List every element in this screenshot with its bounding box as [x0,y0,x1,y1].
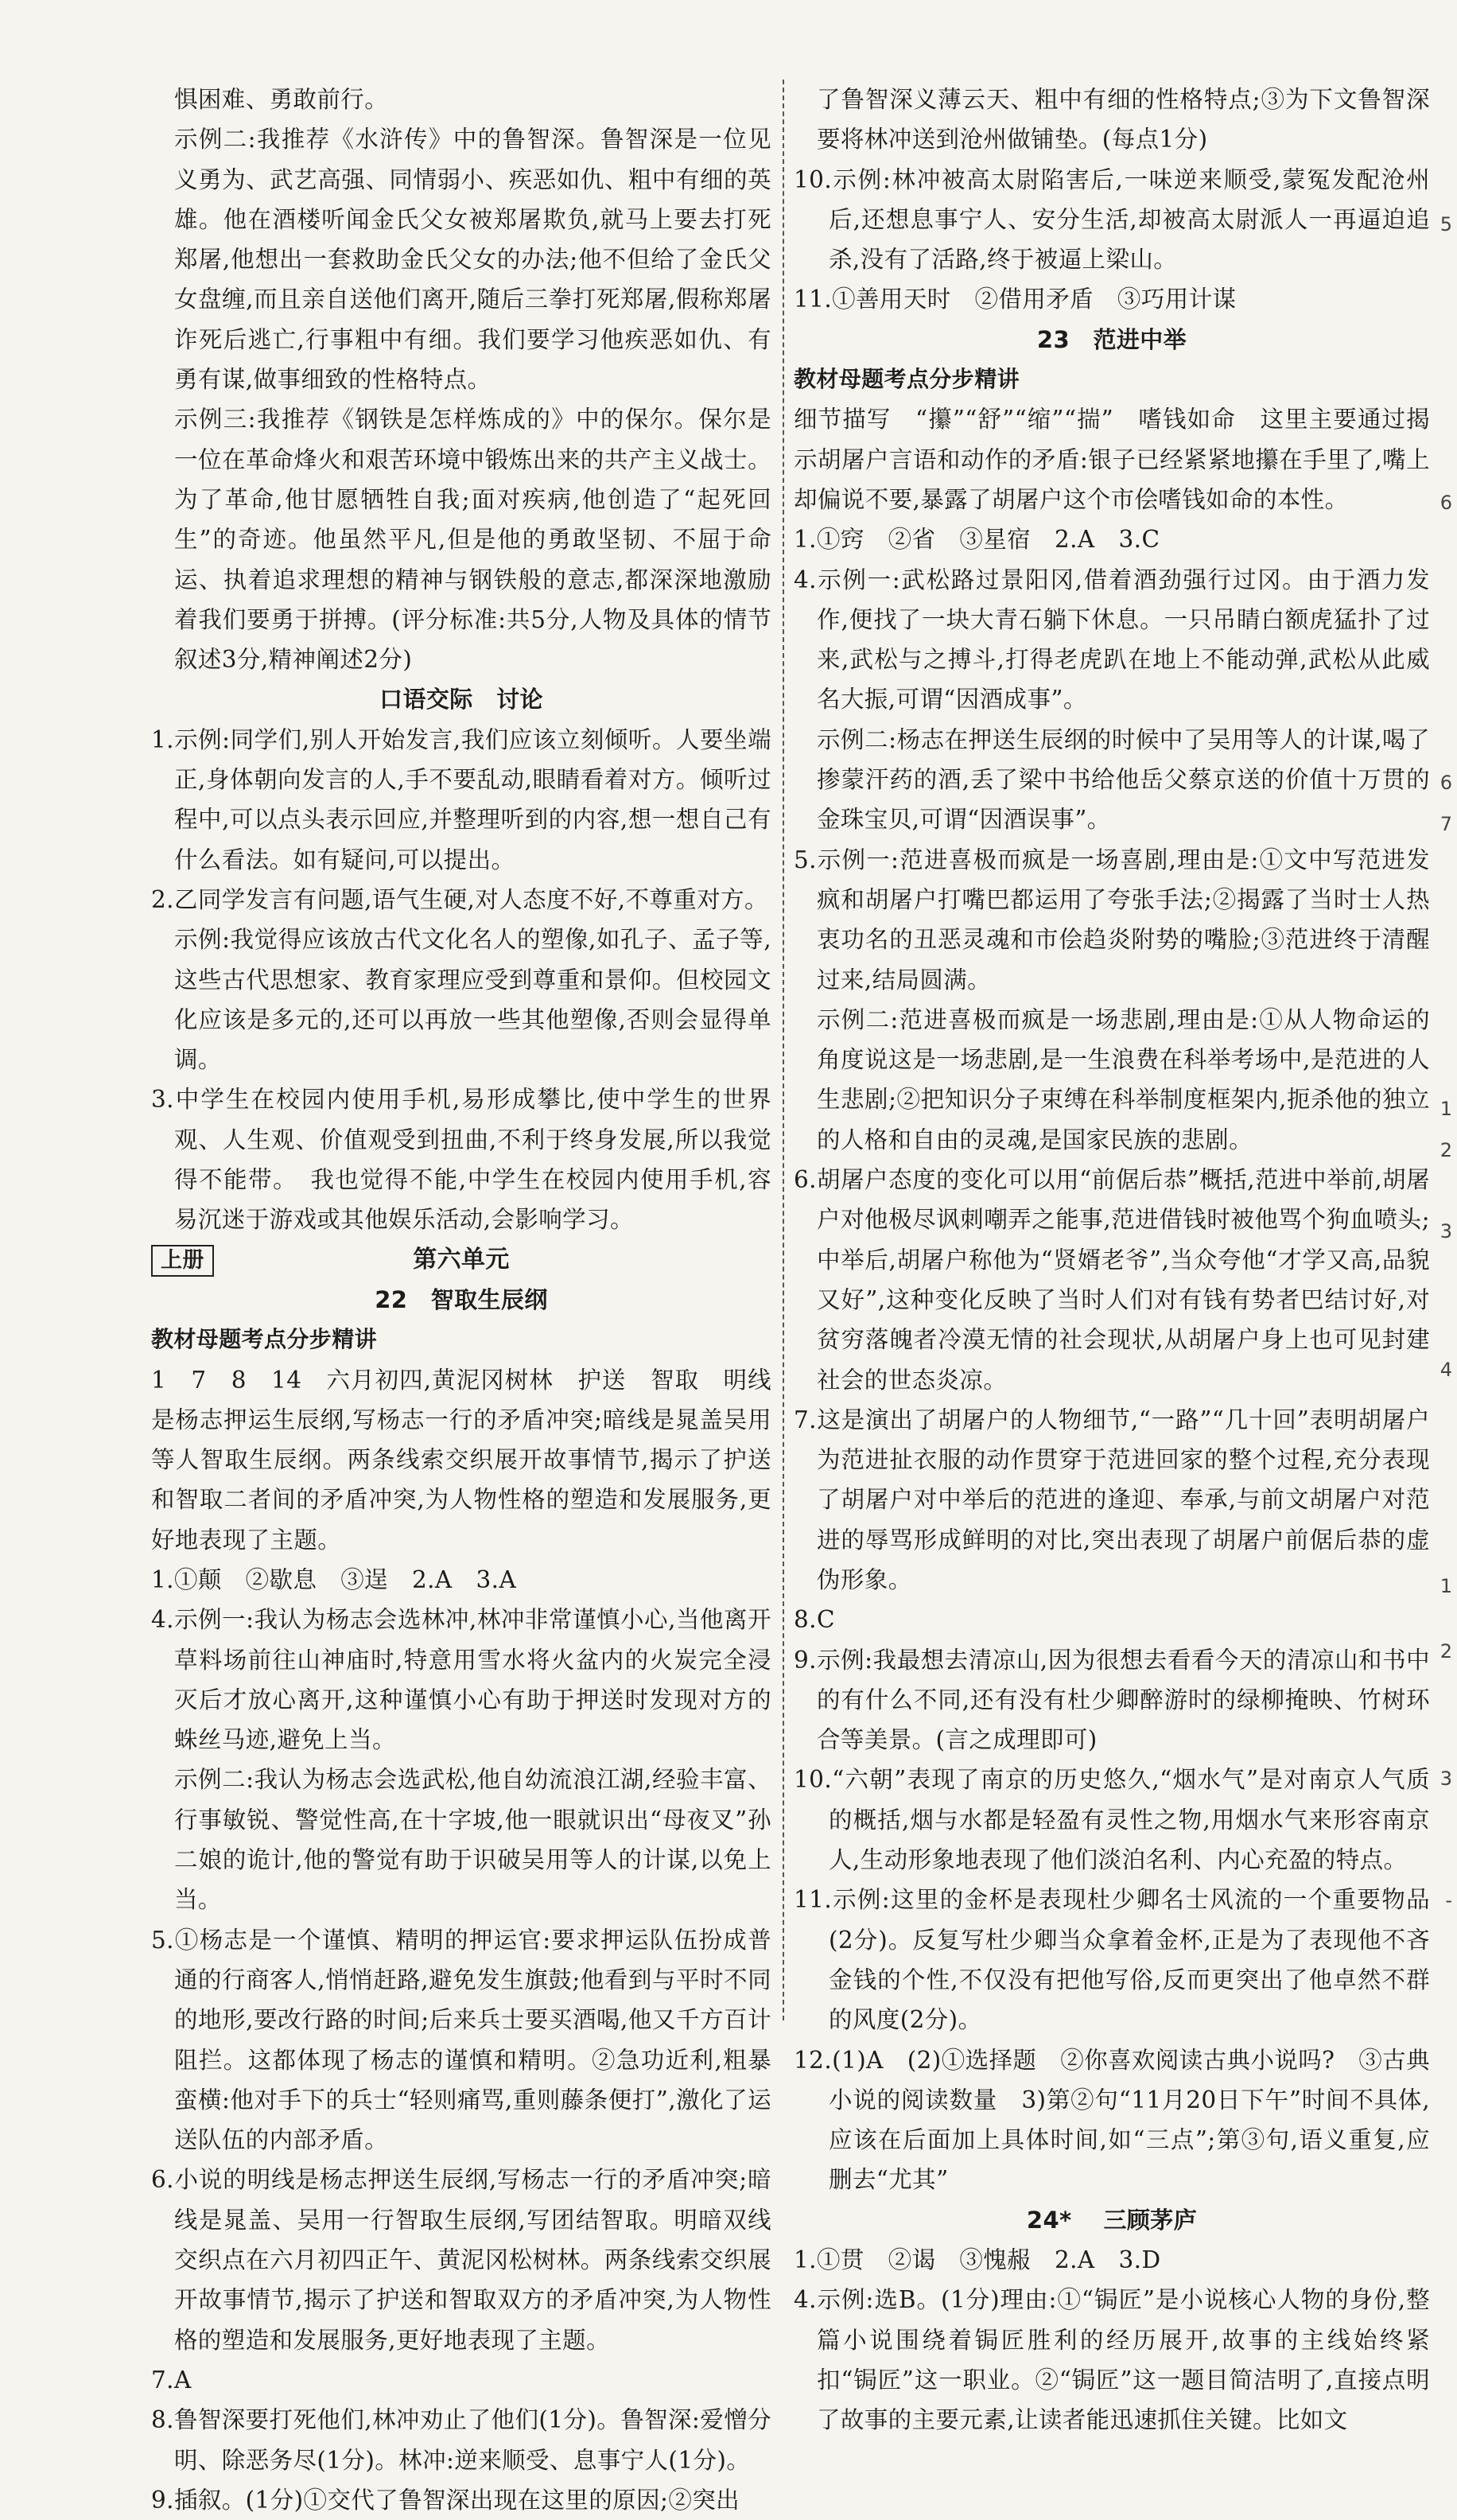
right-column [794,80,1430,2440]
left-line-text: 惧困难、勇敢前行。 [174,86,389,113]
left-line-text: 示例:我觉得应该放古代文化名人的塑像,如孔子、孟子等,这些古代思想家、教育家理应受到尊重和景仰。但校园文化应该是多元的,还可以再放一些其他塑像,否则会显得单调。 [174,926,771,1074]
right-line-text: 1.①贯 ②谒 ③愧赧 2.A 3.D [794,2246,1161,2274]
edge-mark: 2 [1440,1139,1452,1161]
right-line-1 [794,160,1430,280]
right-line-6 [794,519,1430,559]
right-line-4 [794,360,1430,399]
edge-mark: 6 [1440,772,1452,794]
right-line-8 [794,720,1430,840]
volume-badge: 上册 [151,1245,214,1277]
right-line-text: 教材母题考点分步精讲 [794,366,1020,393]
left-line-8 [151,1240,771,1280]
edge-mark: - [1445,1889,1452,1911]
right-line-text: 1.①窍 ②省 ③星宿 2.A 3.C [794,526,1160,554]
left-line-0 [151,80,771,119]
right-line-text: 23 范进中举 [1036,325,1187,353]
left-line-7 [151,1079,771,1239]
left-line-text: 示例三:我推荐《钢铁是怎样炼成的》中的保尔。保尔是一位在革命烽火和艰苦环境中锻炼出来的共产主义战士。为了革命,他甘愿牺牲自我;面对疾病,他创造了“起死回生”的奇迹。他虽然平凡,但是他的勇敢坚韧、不屈于命运、执着追求理想的精神与钢铁般的意志,都深深地激励着我们要勇于拼搏。(评分标准:共5分,人物及具体的情节叙述3分,精神阐述2分) [174,406,771,674]
right-line-text: 5.示例一:范进喜极而疯是一场喜剧,理由是:①文中写范进发疯和胡屠户打嘴巴都运用了夸张手法;②揭露了当时士人热衷功名的丑恶灵魂和市侩趋炎附势的嘴脸;③范进终于清醒过来,结局圆满。 [794,846,1430,994]
right-line-text: 了鲁智深义薄云天、粗中有细的性格特点;③为下文鲁智深要将林冲送到沧州做铺垫。(每点1分) [817,86,1430,154]
right-line-text: 7.这是演出了胡屠户的人物细节,“一路”“几十回”表明胡屠户为范进扯衣服的动作贯穿于范进回家的整个过程,充分表现了胡屠户对中举后的范进的逢迎、奉承,与前文胡屠户对范进的辱骂形成鲜明的对比,突出表现了胡屠户前倨后恭的虚伪形象。 [794,1406,1430,1593]
left-line-text: 第六单元 [413,1245,510,1274]
left-line-4 [151,720,771,880]
right-line-text: 示例二:范进喜极而疯是一场悲剧,理由是:①从人物命运的角度说这是一场悲剧,是一生浪费在科举考场中,是范进的人生悲剧;②把知识分子束缚在科举制度框架内,扼杀他的独立的人格和自由的灵魂,是国家民族的悲剧。 [817,1005,1430,1153]
left-column [151,80,771,2520]
right-line-17 [794,2040,1430,2200]
right-line-7 [794,560,1430,720]
left-line-text: 示例二:我推荐《水浒传》中的鲁智深。鲁智深是一位见义勇为、武艺高强、同情弱小、疾恶如仇、粗中有细的英雄。他在酒楼听闻金氏父女被郑屠欺负,就马上要去打死郑屠,他想出一套救助金氏父女的办法;他不但给了金氏父女盘缠,而且亲自送他们离开,随后三拳打死郑屠,假称郑屠诈死后逃亡,行事粗中有细。我们要学习他疾恶如仇、有勇有谋,做事细致的性格特点。 [174,126,771,394]
left-line-text: 9.插叙。(1分)①交代了鲁智深出现在这里的原因;②突出 [151,2486,740,2514]
right-line-0 [794,80,1430,160]
right-line-text: 24* 三顾茅庐 [1026,2206,1198,2234]
right-line-text: 细节描写 “攥”“舒”“缩”“揣” 嗜钱如命 这里主要通过揭示胡屠户言语和动作的矛盾:银子已经紧紧地攥在手里了,嘴上却偏说不要,暴露了胡屠户这个市侩嗜钱如命的本性。 [794,406,1430,513]
right-line-19 [794,2240,1430,2280]
left-line-12 [151,1560,771,1600]
edge-mark: 6 [1440,492,1452,514]
right-line-text: 12.(1)A (2)①选择题 ②你喜欢阅读古典小说吗? ③古典小说的阅读数量 3)第②句“11月20日下午”时间不具体,应该在后面加上具体时间,如“三点”;第③句,语义重复,应删去“尤其” [794,2046,1430,2194]
right-line-text: 4.示例一:武松路过景阳冈,借着酒劲强行过冈。由于酒力发作,便找了一块大青石躺下休息。一只吊睛白额虎猛扑了过来,武松与之搏斗,打得老虎趴在地上不能动弹,武松从此威名大振,可谓“因酒成事”。 [794,566,1430,714]
right-line-5 [794,399,1430,519]
left-line-9 [151,1280,771,1320]
edge-mark: 1 [1440,1575,1452,1597]
edge-mark: 5 [1440,213,1452,235]
right-line-text: 8.C [794,1606,835,1634]
left-line-text: 4.示例一:我认为杨志会选林冲,林冲非常谨慎小心,当他离开草料场前往山神庙时,特意用雪水将火盆内的火炭完全浸灭后才放心离开,这种谨慎小心有助于押送时发现对方的蛛丝马迹,避免上当。 [151,1606,771,1754]
right-line-text: 6.胡屠户态度的变化可以用“前倨后恭”概括,范进中举前,胡屠户对他极尽讽刺嘲弄之能事,范进借钱时被他骂个狗血喷头;中举后,胡屠户称他为“贤婿老爷”,当众夸他“才学又高,品貌又好”,这种变化反映了当时人们对有钱有势者巴结讨好,对贫穷落魄者冷漠无情的社会现状,从胡屠户身上也可见封建社会的世态炎凉。 [794,1166,1430,1394]
right-line-14 [794,1640,1430,1760]
edge-mark: 2 [1440,1640,1452,1662]
left-line-text: 1 7 8 14 六月初四,黄泥冈树林 护送 智取 明线是杨志押运生辰纲,写杨志一行的矛盾冲突;暗线是晁盖吴用等人智取生辰纲。两条线索交织展开故事情节,揭示了护送和智取二者间的矛盾冲突,为人物性格的塑造和发展服务,更好地表现了主题。 [151,1366,771,1554]
right-line-11 [794,1160,1430,1400]
right-line-text: 10.示例:林冲被高太尉陷害后,一味逆来顺受,蒙冤发配沧州后,还想息事宁人、安分生活,却被高太尉派人一再逼迫追杀,没有了活路,终于被逼上梁山。 [794,165,1430,274]
right-line-3 [794,320,1430,360]
column-divider [783,80,784,2020]
right-line-2 [794,279,1430,319]
left-line-text: 1.示例:同学们,别人开始发言,我们应该立刻倾听。人要坐端正,身体朝向发言的人,手不要乱动,眼睛看着对方。倾听过程中,可以点头表示回应,并整理听到的内容,想一想自己有什么看法。如有疑问,可以提出。 [151,725,771,873]
right-line-13 [794,1600,1430,1639]
left-line-text: 22 智取生辰纲 [375,1285,548,1313]
left-line-text: 3.中学生在校园内使用手机,易形成攀比,使中学生的世界观、人生观、价值观受到扭曲,不利于终身发展,所以我觉得不能带。 我也觉得不能,中学生在校园内使用手机,容易沉迷于游戏或其他娱乐活动,会影响学习。 [151,1086,771,1234]
right-line-text: 11.①善用天时 ②借用矛盾 ③巧用计谋 [794,286,1237,313]
left-line-text: 6.小说的明线是杨志押送生辰纲,写杨志一行的矛盾冲突;暗线是晁盖、吴用一行智取生辰纲,写团结智取。明暗双线交织点在六月初四正午、黄泥冈松树林。两条线索交织展开故事情节,揭示了护送和智取双方的矛盾冲突,为人物性格的塑造和发展服务,更好地表现了主题。 [151,2166,771,2354]
left-line-16 [151,2160,771,2359]
left-line-2 [151,399,771,679]
left-line-6 [151,920,771,1079]
left-line-14 [151,1760,771,1919]
edge-mark: 1 [1440,1098,1452,1120]
left-line-18 [151,2400,771,2480]
left-line-1 [151,119,771,399]
left-line-text: 7.A [151,2366,192,2394]
right-line-text: 9.示例:我最想去清凉山,因为很想去看看今天的清凉山和书中的有什么不同,还有没有杜少卿醉游时的绿柳掩映、竹树环合等美景。(言之成理即可) [794,1646,1430,1754]
right-line-16 [794,1880,1430,2040]
left-line-15 [151,1920,771,2160]
edge-mark: 7 [1440,813,1452,835]
left-line-11 [151,1360,771,1560]
left-line-text: 示例二:我认为杨志会选武松,他自幼流浪江湖,经验丰富、行事敏锐、警觉性高,在十字坡,他一眼就识出“母夜叉”孙二娘的诡计,他的警觉有助于识破吴用等人的计谋,以免上当。 [174,1766,771,1914]
left-line-text: 2.乙同学发言有问题,语气生硬,对人态度不好,不尊重对方。 [151,885,768,913]
left-line-3 [151,679,771,719]
left-line-text: 5.①杨志是一个谨慎、精明的押运官:要求押运队伍扮成普通的行商客人,悄悄赶路,避免发生旗鼓;他看到与平时不同的地形,要改行路的时间;后来兵士要买酒喝,他又千方百计阻拦。这都体现了杨志的谨慎和精明。②急功近利,粗暴蛮横:他对手下的兵士“轻则痛骂,重则藤条便打”,激化了运送队伍的内部矛盾。 [151,1926,771,2154]
right-line-12 [794,1400,1430,1600]
right-line-18 [794,2200,1430,2240]
left-line-13 [151,1600,771,1760]
left-line-10 [151,1320,771,1359]
edge-mark: 3 [1440,1220,1452,1242]
left-line-text: 教材母题考点分步精讲 [151,1326,378,1353]
right-line-20 [794,2280,1430,2440]
right-line-15 [794,1760,1430,1880]
right-line-10 [794,1000,1430,1160]
right-line-text: 示例二:杨志在押送生辰纲的时候中了吴用等人的计谋,喝了掺蒙汗药的酒,丢了梁中书给他岳父蔡京送的价值十万贯的金珠宝贝,可谓“因酒误事”。 [817,725,1430,834]
left-line-19 [151,2480,771,2520]
edge-mark: 3 [1440,1768,1452,1790]
left-line-text: 1.①颠 ②歇息 ③逞 2.A 3.A [151,1565,517,1593]
right-line-9 [794,840,1430,1000]
left-line-5 [151,880,771,920]
edge-mark: 4 [1440,1359,1452,1381]
left-line-text: 8.鲁智深要打死他们,林冲劝止了他们(1分)。鲁智深:爱憎分明、除恶务尽(1分)。林冲:逆来顺受、息事宁人(1分)。 [151,2406,771,2474]
left-line-text: 口语交际 讨论 [379,686,543,714]
right-line-text: 4.示例:选B。(1分)理由:①“锔匠”是小说核心人物的身份,整篇小说围绕着锔匠胜利的经历展开,故事的主线始终紧扣“锔匠”这一职业。②“锔匠”这一题目简洁明了,直接点明了故事的主要元素,让读者能迅速抓住关键。比如文 [794,2286,1430,2434]
right-line-text: 11.示例:这里的金杯是表现杜少卿名士风流的一个重要物品(2分)。反复写杜少卿当众拿着金杯,正是为了表现他不吝金钱的个性,不仅没有把他写俗,反而更突出了他卓然不群的风度(2分)。 [794,1886,1430,2034]
right-line-text: 10.“六朝”表现了南京的历史悠久,“烟水气”是对南京人气质的概括,烟与水都是轻盈有灵性之物,用烟水气来形容南京人,生动形象地表现了他们淡泊名利、内心充盈的特点。 [794,1766,1430,1874]
left-line-17 [151,2360,771,2400]
